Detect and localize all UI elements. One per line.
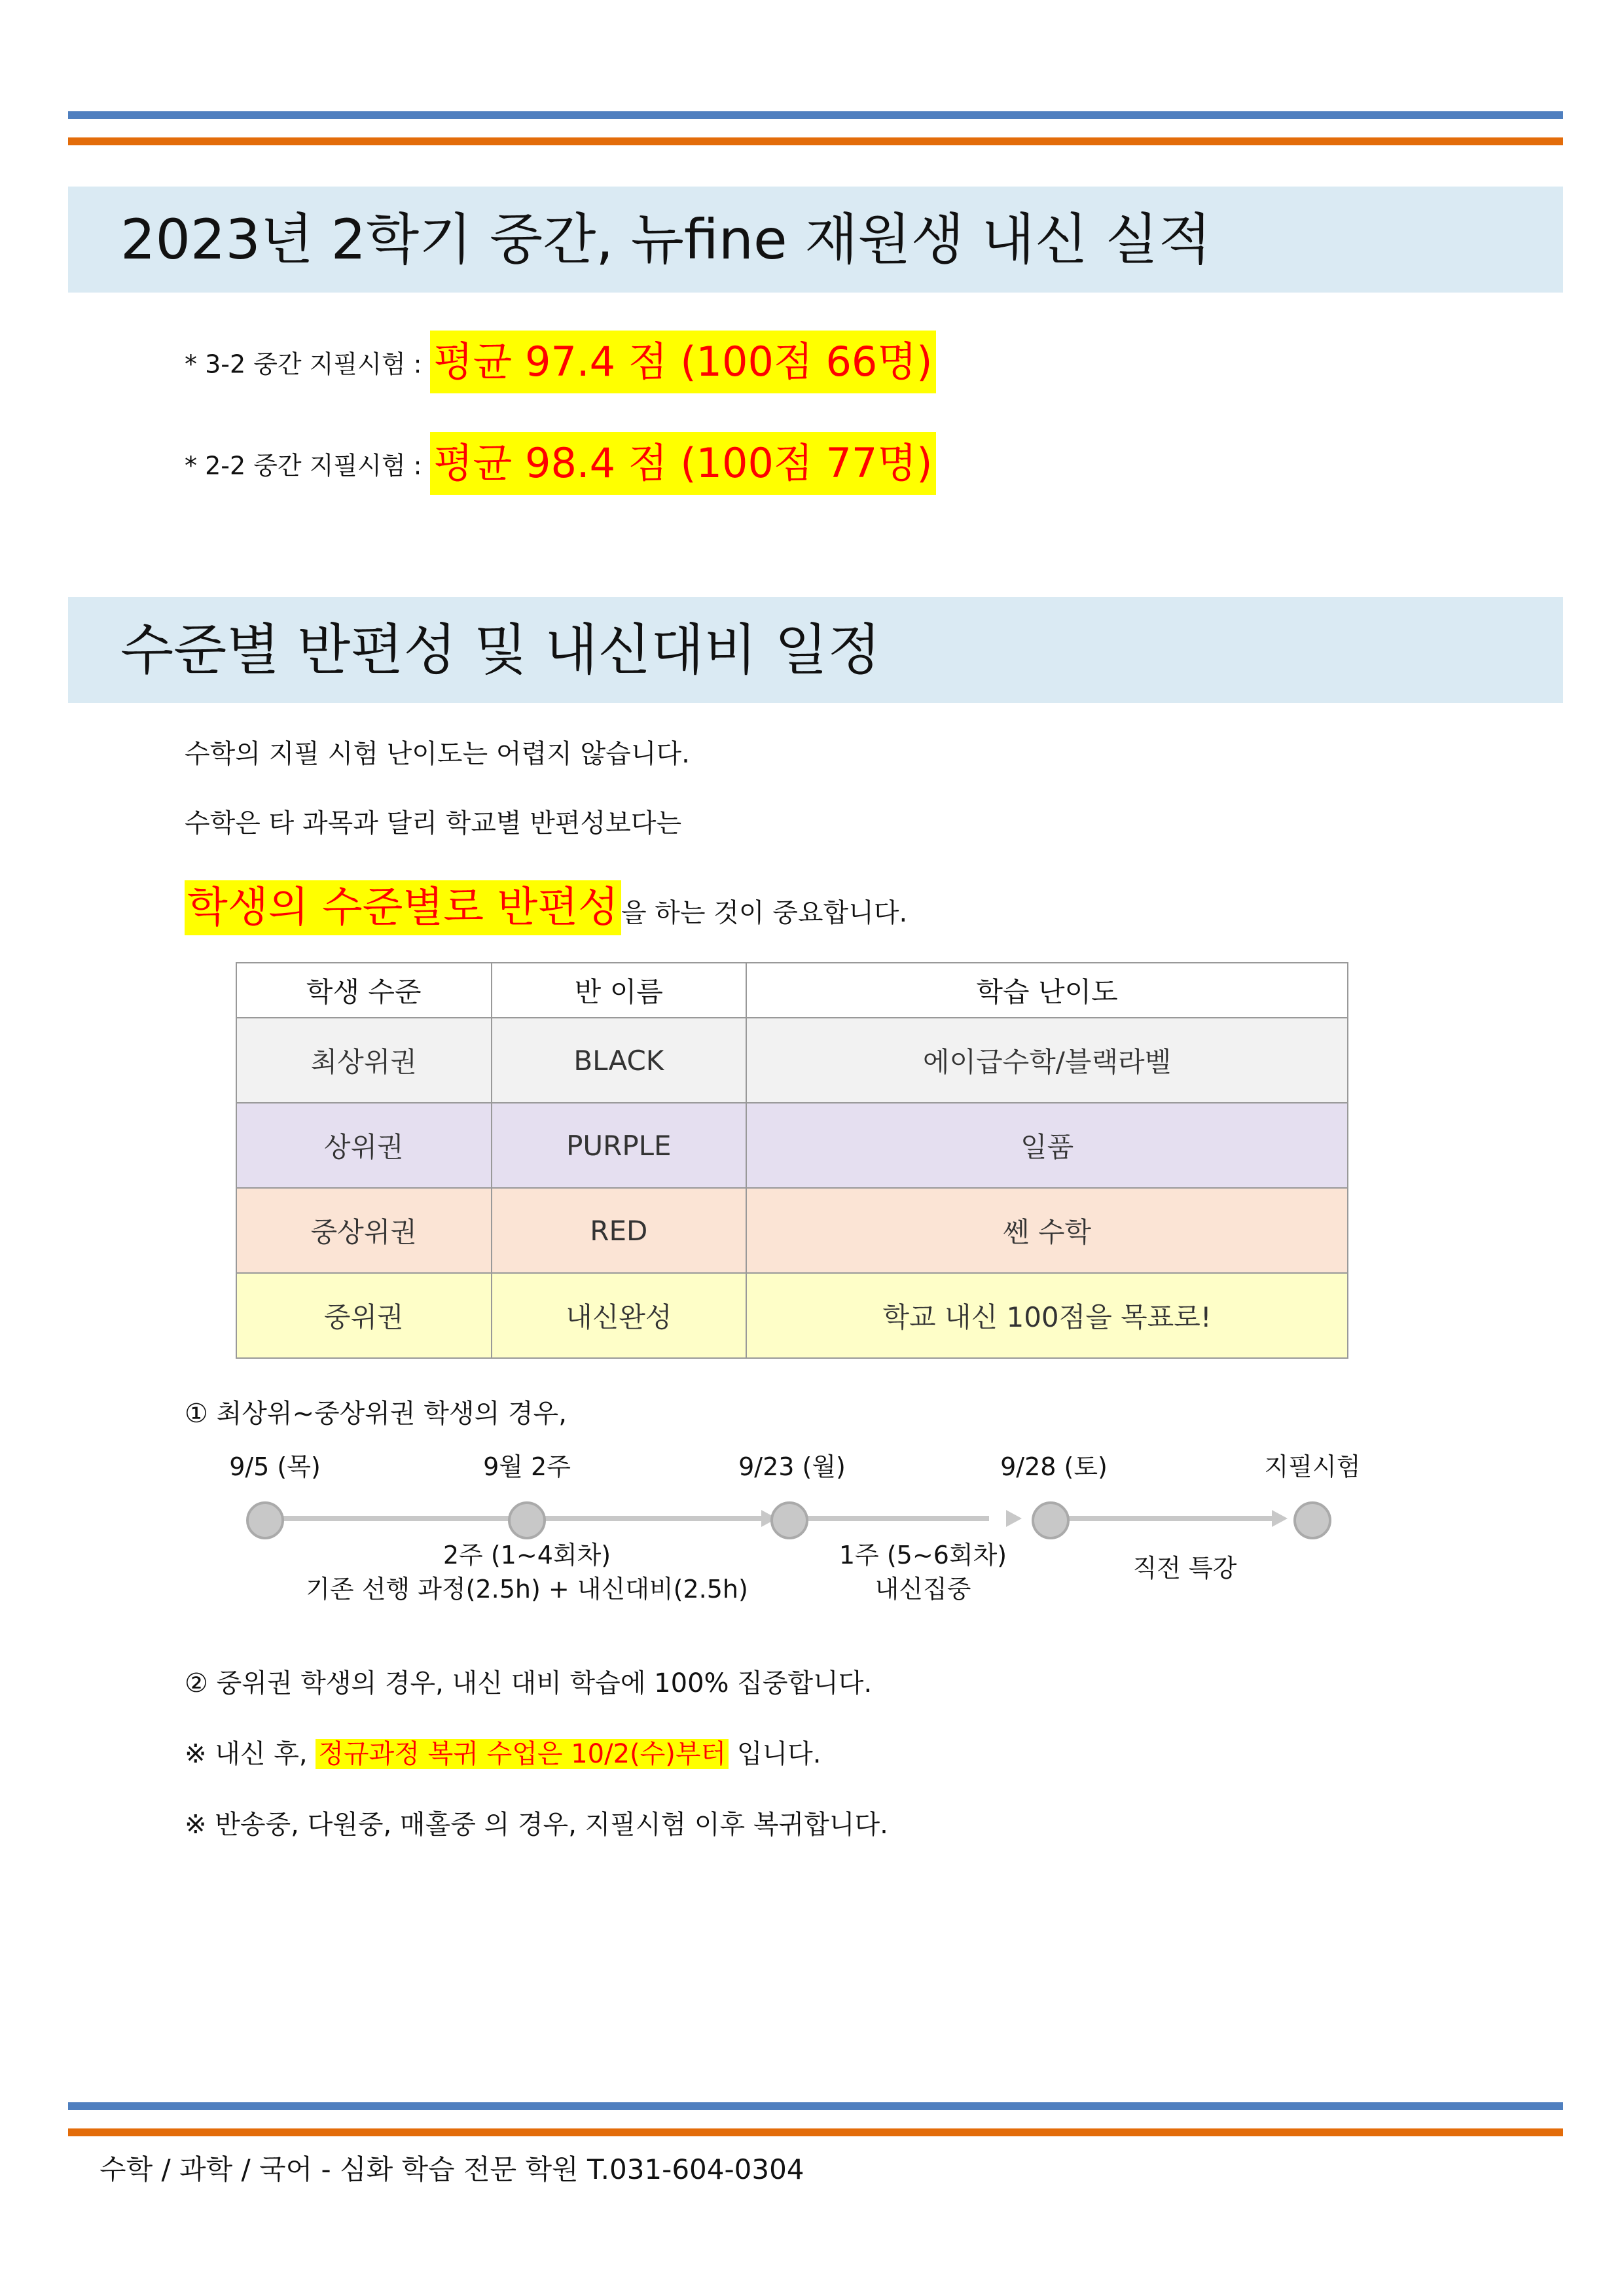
timeline-date: 9월 2주: [483, 1452, 571, 1481]
section-title: 2023년 2학기 중간, 뉴fine 재원생 내신 실적: [120, 207, 1212, 272]
cell-level: 중위권: [236, 1273, 492, 1358]
timeline-dot: [1293, 1501, 1331, 1539]
case-2-text: ② 중위권 학생의 경우, 내신 대비 학습에 100% 집중합니다.: [185, 1668, 873, 1698]
cell-level: 중상위권: [236, 1188, 492, 1273]
timeline-line: [265, 1516, 989, 1521]
arrow-icon: [1006, 1510, 1022, 1527]
top-rule-orange: [68, 137, 1563, 145]
schedule-timeline: [223, 1446, 1401, 1617]
timeline-caption: [1133, 1551, 1237, 1585]
table-row: [236, 1273, 1348, 1358]
cell-level: 상위권: [236, 1103, 492, 1188]
caption-line: 내신집중: [875, 1575, 971, 1604]
cell-difficulty: 에이급수학/블랙라벨: [746, 1018, 1348, 1103]
note-prefix: ※ 내신 후,: [185, 1739, 316, 1769]
table-header-row: [236, 963, 1348, 1018]
result-row-2-2: [185, 432, 936, 504]
cell-class: RED: [492, 1188, 747, 1273]
case-1-heading: ① 최상위~중상위권 학생의 경우,: [185, 1399, 567, 1429]
caption-line: 1주 (5~6회차): [839, 1541, 1007, 1570]
timeline-caption: [306, 1538, 748, 1606]
section-title: 수준별 반편성 및 내신대비 일정: [120, 618, 881, 682]
emphasis-line: [185, 880, 907, 935]
cell-difficulty: 쎈 수학: [746, 1188, 1348, 1273]
cell-class: 내신완성: [492, 1273, 747, 1358]
timeline-date: 지필시험: [1264, 1452, 1361, 1481]
header-class: 반 이름: [492, 963, 747, 1018]
cell-class: BLACK: [492, 1018, 747, 1103]
note-return-date: [185, 1733, 821, 1770]
timeline-date: 9/5 (목): [229, 1452, 321, 1481]
caption-line: 기존 선행 과정(2.5h) + 내신대비(2.5h): [306, 1575, 748, 1604]
timeline-dot: [770, 1501, 808, 1539]
timeline-date: 9/23 (월): [738, 1452, 846, 1481]
level-table: [236, 962, 1348, 1359]
paragraph-difficulty: 수학의 지필 시험 난이도는 어렵지 않습니다.: [185, 739, 690, 769]
header-level: 학생 수준: [236, 963, 492, 1018]
bottom-rule-blue: [68, 2102, 1563, 2110]
arrow-icon: [1272, 1510, 1288, 1527]
timeline-dot: [508, 1501, 546, 1539]
result-row-3-2: [185, 331, 936, 403]
emphasis-highlight: 학생의 수준별로 반편성: [185, 880, 621, 935]
note-highlight: 정규과정 복귀 수업은 10/2(수)부터: [316, 1739, 729, 1769]
timeline-dot: [246, 1501, 284, 1539]
timeline-caption: [839, 1538, 1007, 1606]
header-difficulty: 학습 난이도: [746, 963, 1348, 1018]
table-row: [236, 1018, 1348, 1103]
cell-difficulty: 학교 내신 100점을 목표로!: [746, 1273, 1348, 1358]
cell-level: 최상위권: [236, 1018, 492, 1103]
cell-difficulty: 일품: [746, 1103, 1348, 1188]
section-header-schedule: [68, 597, 1563, 703]
note-suffix: 입니다.: [729, 1739, 821, 1769]
result-label: * 3-2 중간 지필시험 :: [185, 350, 430, 379]
footer-contact: 수학 / 과학 / 국어 - 심화 학습 전문 학원 T.031-604-0304: [99, 2153, 804, 2185]
top-rule-blue: [68, 111, 1563, 119]
result-value: 평균 98.4 점 (100점 77명): [430, 432, 937, 495]
section-header-results: [68, 187, 1563, 293]
emphasis-rest: 을 하는 것이 중요합니다.: [621, 898, 908, 928]
caption-line: 직전 특강: [1132, 1554, 1237, 1583]
table-row: [236, 1188, 1348, 1273]
timeline-date: 9/28 (토): [1000, 1452, 1108, 1481]
caption-line: 2주 (1~4회차): [442, 1541, 611, 1570]
result-value: 평균 97.4 점 (100점 66명): [430, 331, 937, 393]
timeline-line: [1047, 1516, 1272, 1521]
note-schools: ※ 반송중, 다원중, 매홀중 의 경우, 지필시험 이후 복귀합니다.: [185, 1810, 888, 1840]
table-row: [236, 1103, 1348, 1188]
result-label: * 2-2 중간 지필시험 :: [185, 451, 430, 480]
bottom-rule-orange: [68, 2128, 1563, 2136]
cell-class: PURPLE: [492, 1103, 747, 1188]
timeline-dot: [1032, 1501, 1070, 1539]
paragraph-grouping: 수학은 타 과목과 달리 학교별 반편성보다는: [185, 808, 682, 838]
